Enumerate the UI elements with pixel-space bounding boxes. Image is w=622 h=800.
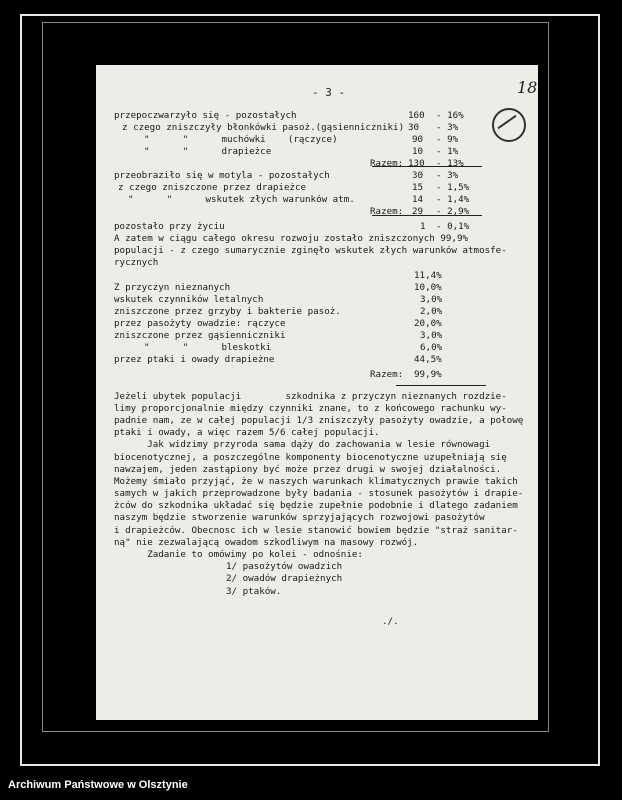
paragraph-line: samych w jakich przeprowadzone były badania - stosunek pasożytów i drapie- — [114, 488, 524, 500]
archive-label: Archiwum Państwowe w Olsztynie — [8, 779, 188, 791]
total-rule — [372, 215, 482, 216]
cause-row: " " bleskotki 6,0% — [144, 341, 443, 353]
paragraph-line: biocenotycznej, a poszczególne komponenty biocenotyczne uzupełniają się — [114, 451, 507, 463]
table-row: przepoczwarzyło się - pozostałych 160 - 16% — [114, 110, 464, 121]
total-rule — [372, 166, 482, 167]
cause-row: przez pasożyty owadzie: rączyce 20,0% — [114, 317, 442, 329]
table-row: " " wskutek złych warunków atm. 14 - 1,4% — [128, 194, 470, 205]
cause-row: Z przyczyn nieznanych 10,0% — [114, 281, 442, 293]
paragraph-line: Możemy śmiało przyjąć, że w naszych warunkach klimatycznych prawie takich — [114, 475, 518, 487]
total-rule — [396, 385, 486, 386]
paragraph-line: ną" nie zezwalającą owadom szkodliwym na masowy rozwój. — [114, 536, 419, 548]
paragraph-line: nawzajem, jeden zastąpiony być może przez drugi w swojej działalności. — [114, 463, 502, 475]
table-row-total: Razem: 29 - 2,9% — [370, 206, 470, 217]
summary-line: A zatem w ciągu całego okresu rozwoju zostało zniszczonych 99,9% — [114, 233, 469, 244]
cause-row: przez ptaki i owady drapieżne 44,5% — [114, 353, 442, 365]
end-mark: ./. — [382, 615, 399, 627]
cause-row: zniszczone przez grzyby i bakterie pasoż. 2,0% — [114, 305, 443, 317]
summary-line: rycznych — [114, 257, 159, 269]
table-row: z czego zniszczyły błonkówki pasoż.(gąsienniczniki) 30 - 3% — [122, 122, 459, 133]
paragraph-line: limy proporcjonalnie między czynniki znane, to z końcowego rachunku wy- — [114, 402, 507, 414]
table-row: " " muchówki (rączyce) 90 - 9% — [144, 134, 459, 145]
page-number: 18 — [517, 78, 538, 97]
cause-row: 11,4% — [414, 269, 442, 281]
paragraph-line: padnie nam, ze w całej populacji 1/3 zniszczyły pasożyty owadzie, a połowę — [114, 414, 524, 426]
paragraph-line: naszym będzie stworzenie warunków sprzyjających rozwojowi pasożytów — [114, 512, 485, 524]
list-item: 1/ pasożytów owadzich — [226, 561, 343, 573]
paragraph-line: Jeżeli ubytek populacji szkodnika z przyczyn nieznanych rozdzie- — [114, 390, 507, 402]
paragraph-line: ptaki i owady, a więc razem 5/6 całej populacji. — [114, 427, 380, 439]
summary-line: populacji - z czego sumarycznie zginęło wskutek złych warunków atmosfe- — [114, 245, 507, 257]
cause-row: zniszczone przez gąsienniczniki 3,0% — [114, 329, 443, 341]
paragraph-line: żców do szkodnika układać się będzie zupełnie podobnie i dlatego zadaniem — [114, 500, 518, 512]
document-text — [114, 110, 539, 628]
table-row: z czego zniszczone przez drapieżce 15 - 1,5% — [118, 182, 470, 193]
header-mark: - 3 - — [312, 86, 346, 99]
paragraph-line: Jak widzimy przyroda sama dąży do zachowania w lesie równowagi — [114, 439, 491, 451]
paragraph-line: i drapieżców. Obecnosc ich w lesie stanowić bowiem będzie "straż sanitar- — [114, 524, 518, 536]
table-row: przeobraziło się w motyla - pozostałych 30 - 3% — [114, 170, 459, 181]
paragraph-line: Zadanie to omówimy po kolei - odnośnie: — [114, 549, 363, 560]
list-item: 2/ owadów drapieżnych — [226, 573, 343, 585]
list-item: 3/ ptaków. — [226, 585, 282, 597]
cause-row: wskutek czynników letalnych 3,0% — [114, 293, 443, 305]
table-row: pozostało przy życiu 1 - 0,1% — [114, 221, 470, 232]
table-row: " " drapieżce 10 - 1% — [144, 146, 459, 157]
cause-row-total: Razem: 99,9% — [370, 368, 442, 380]
table-row-total: Razem: 130 - 13% — [370, 158, 464, 169]
